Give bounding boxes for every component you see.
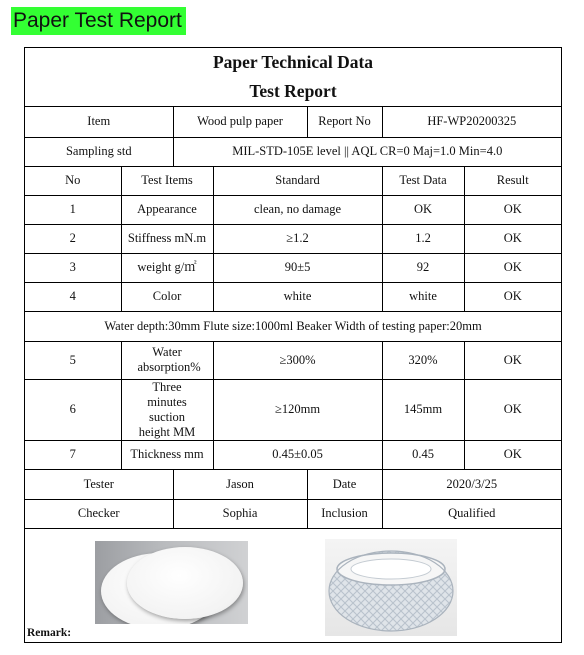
- row-standard: ≥300%: [213, 341, 382, 379]
- row-item: Stiffness mN.m: [121, 224, 213, 253]
- row-result: OK: [464, 195, 561, 224]
- row-no: 5: [25, 341, 121, 379]
- product-photos: [25, 529, 561, 644]
- row-result: OK: [464, 341, 561, 379]
- report-subtitle: Test Report: [249, 81, 337, 101]
- row-standard: clean, no damage: [213, 195, 382, 224]
- honeycomb-filter-photo: [325, 539, 457, 636]
- row-item: Appearance: [121, 195, 213, 224]
- row-item: weight g/㎡: [121, 253, 213, 282]
- item-label: Item: [25, 107, 173, 137]
- row-no: 7: [25, 440, 121, 469]
- row-result: OK: [464, 253, 561, 282]
- header-test-data: Test Data: [382, 166, 464, 195]
- row-item: Three minutes suction height MM: [121, 379, 213, 440]
- filter-paper-disc-photo: [95, 541, 248, 624]
- remark-label: Remark:: [27, 627, 72, 639]
- row-data: 0.45: [382, 440, 464, 469]
- row-item: Thickness mm: [121, 440, 213, 469]
- row-result: OK: [464, 224, 561, 253]
- row-no: 1: [25, 195, 121, 224]
- inclusion-value: Qualified: [382, 499, 561, 528]
- tester-label: Tester: [25, 469, 173, 499]
- row-data: OK: [382, 195, 464, 224]
- row-standard: 0.45±0.05: [213, 440, 382, 469]
- row-standard: 90±5: [213, 253, 382, 282]
- row-data: white: [382, 282, 464, 311]
- row-result: OK: [464, 440, 561, 469]
- column-headers: [25, 166, 561, 195]
- report-no-value: HF-WP20200325: [382, 107, 561, 137]
- sampling-label: Sampling std: [25, 137, 173, 166]
- row-no: 6: [25, 379, 121, 440]
- row-data: 320%: [382, 341, 464, 379]
- report-table: [25, 107, 561, 529]
- sampling-value: MIL-STD-105E level || AQL CR=0 Maj=1.0 Min=4.0: [173, 137, 561, 166]
- row-data: 1.2: [382, 224, 464, 253]
- row-data: 145mm: [382, 379, 464, 440]
- item-value: Wood pulp paper: [173, 107, 307, 137]
- row-no: 3: [25, 253, 121, 282]
- header-no: No: [25, 166, 121, 195]
- row-data: 92: [382, 253, 464, 282]
- row-result: OK: [464, 282, 561, 311]
- date-value: 2020/3/25: [382, 469, 561, 499]
- row-standard: ≥120mm: [213, 379, 382, 440]
- report-title: Paper Technical Data: [212, 52, 374, 72]
- inclusion-label: Inclusion: [307, 499, 382, 528]
- row-result: OK: [464, 379, 561, 440]
- table-row: [25, 282, 561, 311]
- row-no: 2: [25, 224, 121, 253]
- table-row: [25, 440, 561, 469]
- page-heading: Paper Test Report: [11, 7, 186, 35]
- table-row: [25, 224, 561, 253]
- table-row: [25, 195, 561, 224]
- checker-value: Sophia: [173, 499, 307, 528]
- header-standard: Standard: [213, 166, 382, 195]
- test-conditions-note: Water depth:30mm Flute size:1000ml Beaker Width of testing paper:20mm: [25, 311, 561, 341]
- report-titles: [25, 48, 561, 107]
- row-standard: ≥1.2: [213, 224, 382, 253]
- row-standard: white: [213, 282, 382, 311]
- date-label: Date: [307, 469, 382, 499]
- row-item: Water absorption%: [121, 341, 213, 379]
- header-result: Result: [464, 166, 561, 195]
- checker-label: Checker: [25, 499, 173, 528]
- row-no: 4: [25, 282, 121, 311]
- test-report: [24, 47, 562, 643]
- report-no-label: Report No: [307, 107, 382, 137]
- table-row: [25, 341, 561, 379]
- table-row: [25, 253, 561, 282]
- row-item: Color: [121, 282, 213, 311]
- header-test-items: Test Items: [121, 166, 213, 195]
- tester-value: Jason: [173, 469, 307, 499]
- table-row: [25, 379, 561, 440]
